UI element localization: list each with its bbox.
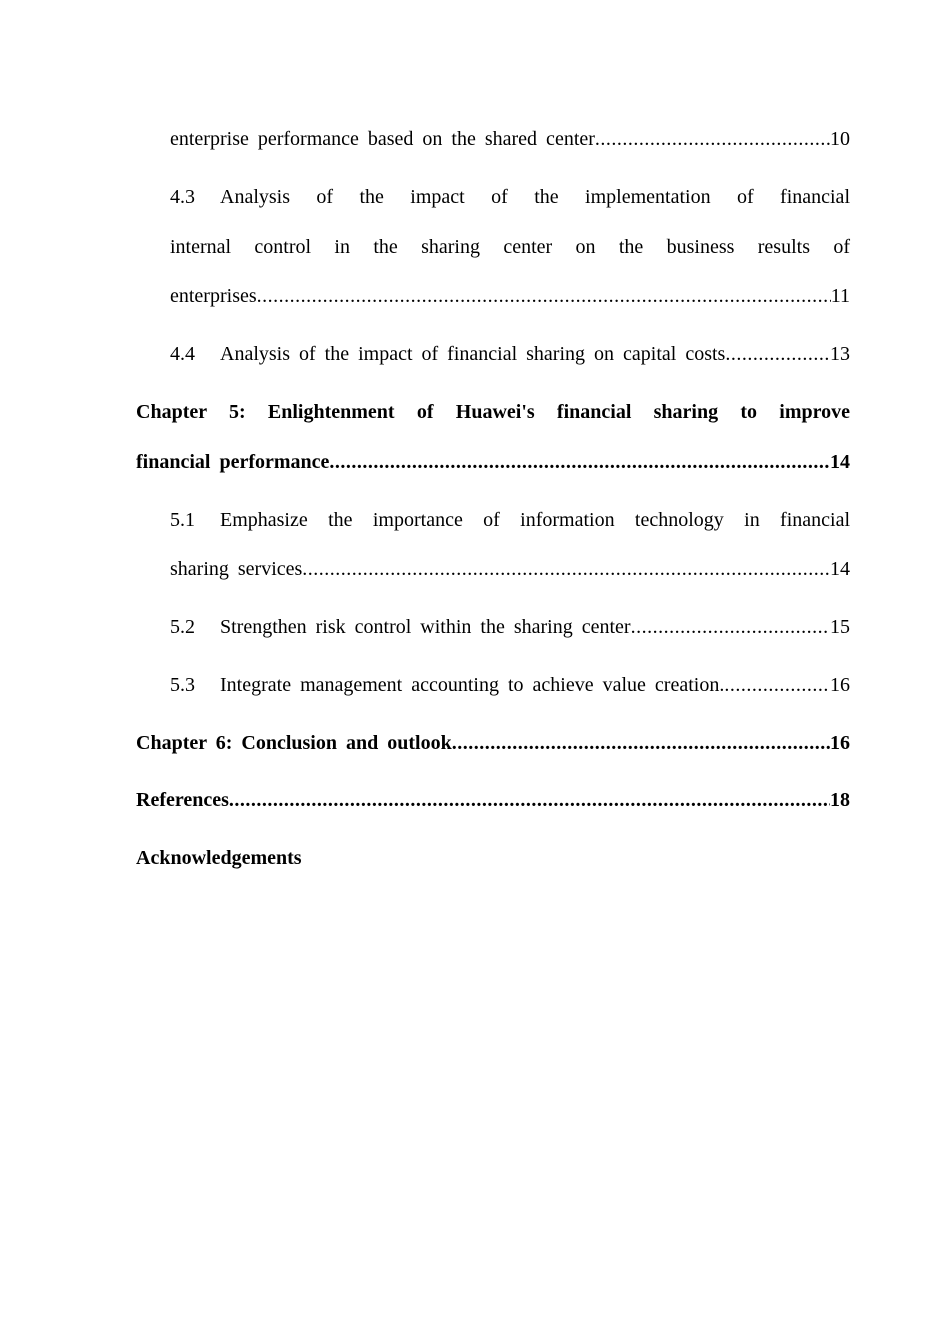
toc-page-number: 10 [830, 128, 850, 150]
toc-leader-dots [724, 673, 830, 697]
toc-leader-dots [257, 284, 831, 308]
toc-leader-dots [452, 731, 830, 755]
toc-page-number: 13 [830, 343, 850, 365]
toc-page-number: 15 [830, 616, 850, 638]
toc-entry-4-4[interactable] [170, 342, 850, 366]
toc-entry-text: Chapter 6: Conclusion and outlook [136, 732, 452, 754]
toc-entry-text: Strengthen risk control within the sharing center [220, 616, 631, 638]
toc-entry-text: enterprises [170, 285, 257, 307]
toc-entry-4-3-line-3[interactable] [170, 284, 850, 308]
toc-entry-5-2[interactable] [170, 615, 850, 639]
toc-section-number: 5.2 [170, 616, 195, 638]
toc-entry-text: Emphasize the importance of information technology in financial [220, 509, 850, 531]
toc-entry-chapter-6[interactable] [136, 731, 850, 755]
toc-page-number: 14 [830, 451, 850, 473]
toc-leader-dots [725, 342, 830, 366]
toc-section-number: 4.3 [170, 186, 195, 208]
toc-leader-dots [229, 788, 830, 812]
toc-entry-text: References [136, 789, 229, 811]
toc-leader-dots [302, 557, 830, 581]
toc-entry-chapter-5-line-2[interactable] [136, 450, 850, 474]
toc-entry-label [170, 673, 724, 697]
toc-page-number: 18 [830, 789, 850, 811]
toc-page-number: 14 [830, 558, 850, 580]
toc-section-number: 5.1 [170, 509, 195, 531]
toc-section-number: 5.3 [170, 674, 195, 696]
toc-entry-4-2-continuation[interactable] [170, 127, 850, 151]
toc-entry-label [170, 615, 631, 639]
toc-page-number: 11 [830, 285, 850, 307]
toc-page-number: 16 [830, 674, 850, 696]
toc-entry-5-1-line-1[interactable] [170, 508, 850, 532]
toc-entry-text: Chapter 5: Enlightenment of Huawei's financial sharing to improve [136, 401, 850, 423]
toc-entry-text: internal control in the sharing center on the business results of [170, 236, 850, 258]
toc-section-number: 4.4 [170, 343, 195, 365]
toc-entry-text: Acknowledgements [136, 847, 302, 869]
toc-leader-dots [329, 450, 830, 474]
toc-entry-5-1-line-2[interactable] [170, 557, 850, 581]
toc-entry-label [170, 342, 725, 366]
toc-entry-text: sharing services [170, 558, 303, 580]
toc-entry-text: Integrate management accounting to achieve value creation. [220, 674, 725, 696]
toc-entry-4-3-line-1[interactable] [170, 185, 850, 209]
toc-entry-text: Analysis of the impact of financial sharing on capital costs [220, 343, 726, 365]
toc-leader-dots [595, 127, 830, 151]
toc-entry-references[interactable] [136, 788, 850, 812]
toc-entry-chapter-5-line-1[interactable] [136, 400, 850, 424]
toc-entry-5-3[interactable] [170, 673, 850, 697]
toc-leader-dots [631, 615, 830, 639]
toc-entry-text: financial performance [136, 451, 330, 473]
toc-entry-text: Analysis of the impact of the implementation of financial [220, 186, 850, 208]
toc-entry-4-3-line-2[interactable] [170, 235, 850, 259]
toc-entry-acknowledgements[interactable] [136, 846, 850, 870]
toc-page-number: 16 [830, 732, 850, 754]
toc-entry-text: enterprise performance based on the shared center [170, 128, 595, 150]
